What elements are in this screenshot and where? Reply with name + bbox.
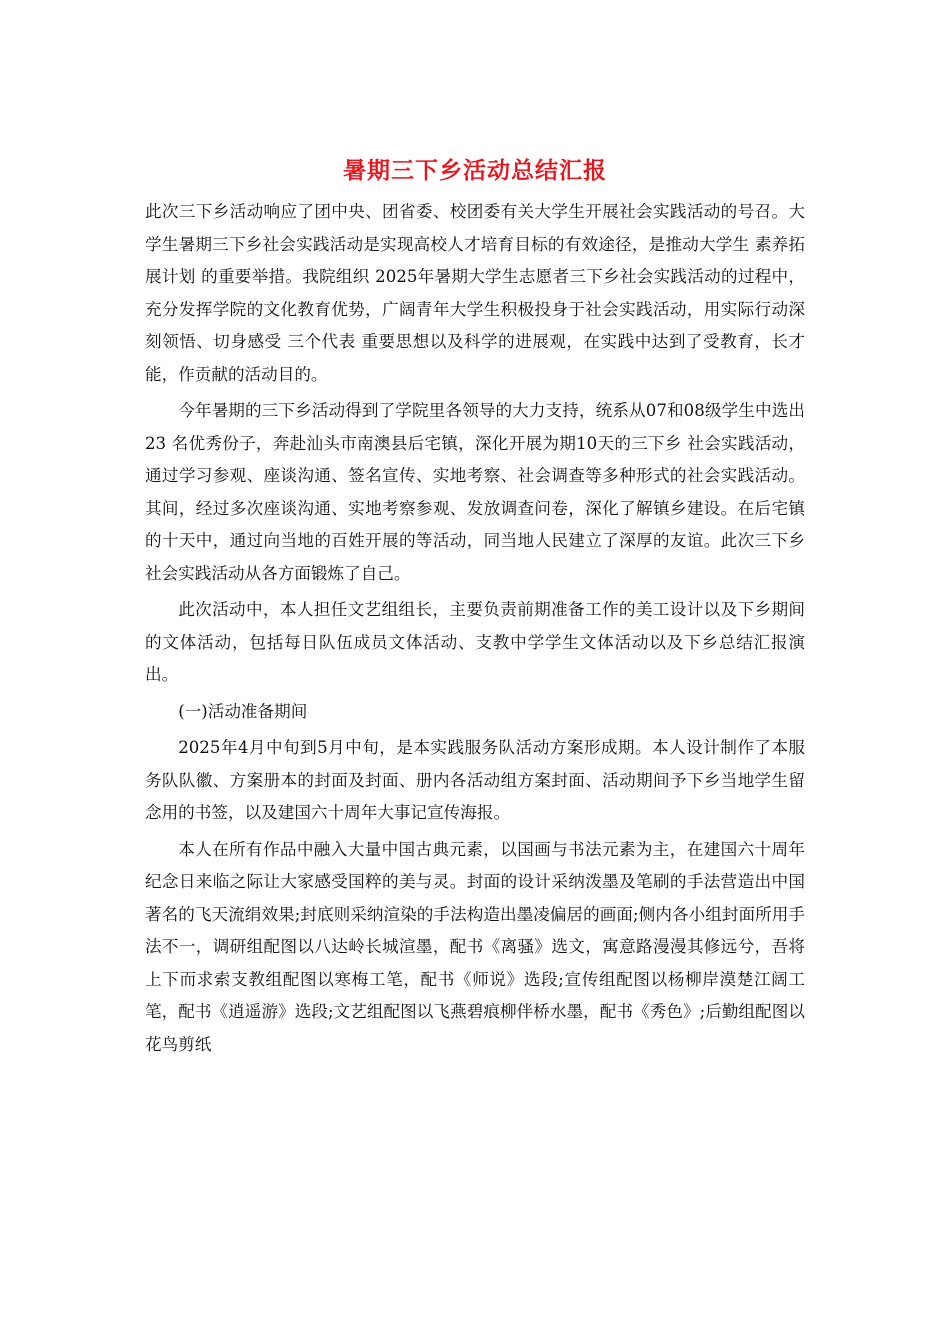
paragraph-role: 此次活动中，本人担任文艺组组长，主要负责前期准备工作的美工设计以及下乡期间的文体活动，包括每日队伍成员文体活动、支教中学学生文体活动以及下乡总结汇报演出。 <box>145 600 805 684</box>
section-heading-preparation: (一)活动准备期间 <box>178 701 308 721</box>
paragraph-support: 今年暑期的三下乡活动得到了学院里各领导的大力支持，统系从07和08级学生中选出 23 名优秀份子，奔赴汕头市南澳县后宅镇，深化开展为期10天的三下乡 社会实践活动，通过学习参观、座谈沟通、签名宣传、实地考察、社会调查等多种形式的社会实践活动。其间，经过多次座谈沟通、实地考察参观、发放调查问卷，深化了解镇乡建设。在后宅镇的十天中，通过向当地的百姓开展的等活动，同当地人民建立了深厚的友谊。此次三下乡社会实践活动从各方面锻炼了自己。 <box>145 401 805 583</box>
paragraph-design: 本人在所有作品中融入大量中国古典元素，以国画与书法元素为主，在建国六十周年纪念日来临之际让大家感受国粹的美与灵。封面的设计采纳泼墨及笔刷的手法营造出中国著名的飞天流绢效果;封底则采纳渲染的手法构造出墨凌偏居的画面;侧内各小组封面所用手法不一，调研组配图以八达岭长城渲墨，配书《离骚》选文，寓意路漫漫其修远兮，吾将上下而求索支教组配图以寒梅工笔，配书《师说》选段;宣传组配图以杨柳岸漠楚江阔工笔，配书《逍遥游》选段;文艺组配图以飞燕碧痕柳伴桥水墨，配书《秀色》;后勤组配图以花鸟剪纸 <box>145 839 805 1054</box>
document-body <box>145 196 805 1065</box>
paragraph-intro: 此次三下乡活动响应了团中央、团省委、校团委有关大学生开展社会实践活动的号召。大学生暑期三下乡社会实践活动是实现高校人才培育目标的有效途径，是推动大学生 素养拓展计划 的重要举措。我院组织 2025年暑期大学生志愿者三下乡社会实践活动的过程中，充分发挥学院的文化教育优势，广阔青年大学生积极投身于社会实践活动，用实际行动深刻领悟、切身感受 三个代表 重要思想以及科学的进展观，在实践中达到了受教育，长才能，作贡献的活动目的。 <box>145 202 805 384</box>
document-title: 暑期三下乡活动总结汇报 <box>343 157 607 184</box>
paragraph-preparation: 2025年4月中旬到5月中旬，是本实践服务队活动方案形成期。本人设计制作了本服务队队徽、方案册本的封面及封面、册内各活动组方案封面、活动期间予下乡当地学生留念用的书签，以及建国六十周年大事记宣传海报。 <box>145 738 805 822</box>
